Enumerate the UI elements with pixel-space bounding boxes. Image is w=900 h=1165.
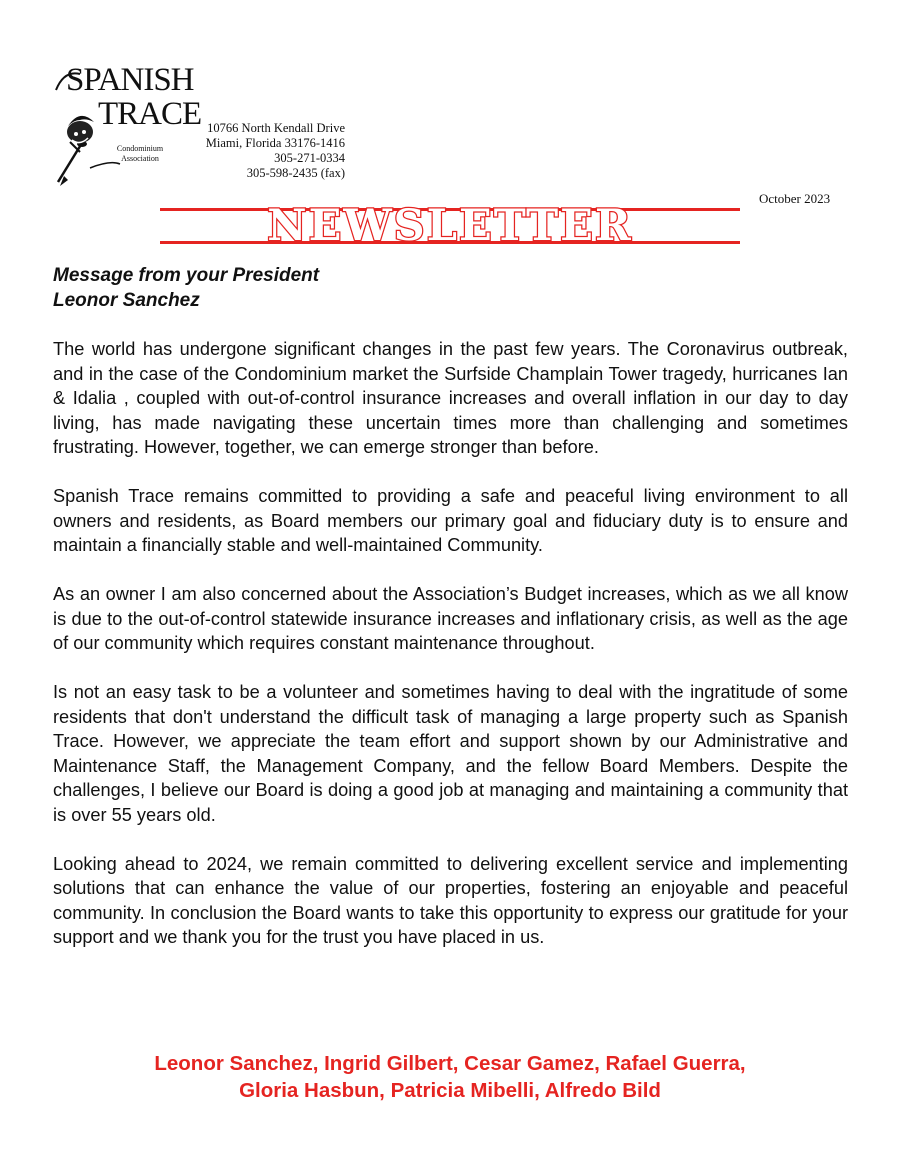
address-city: Miami, Florida 33176-1416 — [205, 136, 345, 150]
signers-line-1: Leonor Sanchez, Ingrid Gilbert, Cesar Gamez, Rafael Guerra, — [154, 1052, 746, 1075]
newsletter-masthead — [160, 203, 740, 253]
letter-paragraph: The world has undergone significant changes in the past few years. The Coronavirus outbreak, and in the case of the Condominium market the Surfside Champlain Tower tragedy, hurricanes Ian & Idalia , coupled with out-of-control insurance increases and overall inflation in our day to day living, has made navigating these uncertain times more than challenging and sometimes frustrating. However, together, we can emerge stronger than before. — [53, 339, 848, 457]
association-logo — [50, 60, 202, 190]
logo-subtitle-condominium: Condominium — [116, 144, 164, 153]
president-letter — [53, 337, 848, 974]
letter-paragraph: Is not an easy task to be a volunteer and sometimes having to deal with the ingratitude of some residents that don't understand the difficult task of managing a large property such as Spanish Trace. However, we appreciate the team effort and support shown by our Administrative and Maintenance Staff, the Management Company, and the fellow Board Members. Despite the challenges, I believe our Board is doing a good job at managing and maintaining a community that is over 55 years old. — [53, 682, 848, 825]
logo-subtitle-association: Association — [121, 154, 159, 163]
greeting-heading: Message from your President — [53, 265, 320, 286]
signers-line-2: Gloria Hasbun, Patricia Mibelli, Alfredo Bild — [239, 1079, 661, 1102]
board-signatories — [50, 1050, 850, 1104]
letter-paragraph: Spanish Trace remains committed to providing a safe and peaceful living environment to all owners and residents, as Board members our primary goal and fiduciary duty is to ensure and maintain a financially stable and well-maintained Community. — [53, 486, 848, 555]
letter-paragraph: Looking ahead to 2024, we remain committed to delivering excellent service and implementing solutions that can enhance the value of our properties, fostering an enjoyable and peaceful community. In conclusion the Board wants to take this opportunity to express our gratitude for your support and we thank you for the trust you have placed in us. — [53, 853, 848, 947]
address-phone: 305-271-0334 — [274, 151, 345, 165]
issue-date: October 2023 — [759, 191, 831, 206]
logo-wordmark-trace: TRACE — [98, 96, 202, 132]
address-fax: 305-598-2435 (fax) — [246, 166, 345, 180]
newsletter-title: NEWSLETTER — [267, 201, 633, 251]
association-address — [205, 121, 345, 181]
address-street: 10766 North Kendall Drive — [207, 121, 345, 135]
greeting-author: Leonor Sanchez — [53, 290, 200, 311]
logo-wordmark-spanish: SPANISH — [66, 62, 194, 98]
president-greeting — [53, 263, 319, 313]
letter-paragraph: As an owner I am also concerned about the Association’s Budget increases, which as we all know is due to the out-of-control statewide insurance increases and inflationary crisis, as well as the age of our community which requires constant maintenance throughout. — [53, 584, 848, 653]
